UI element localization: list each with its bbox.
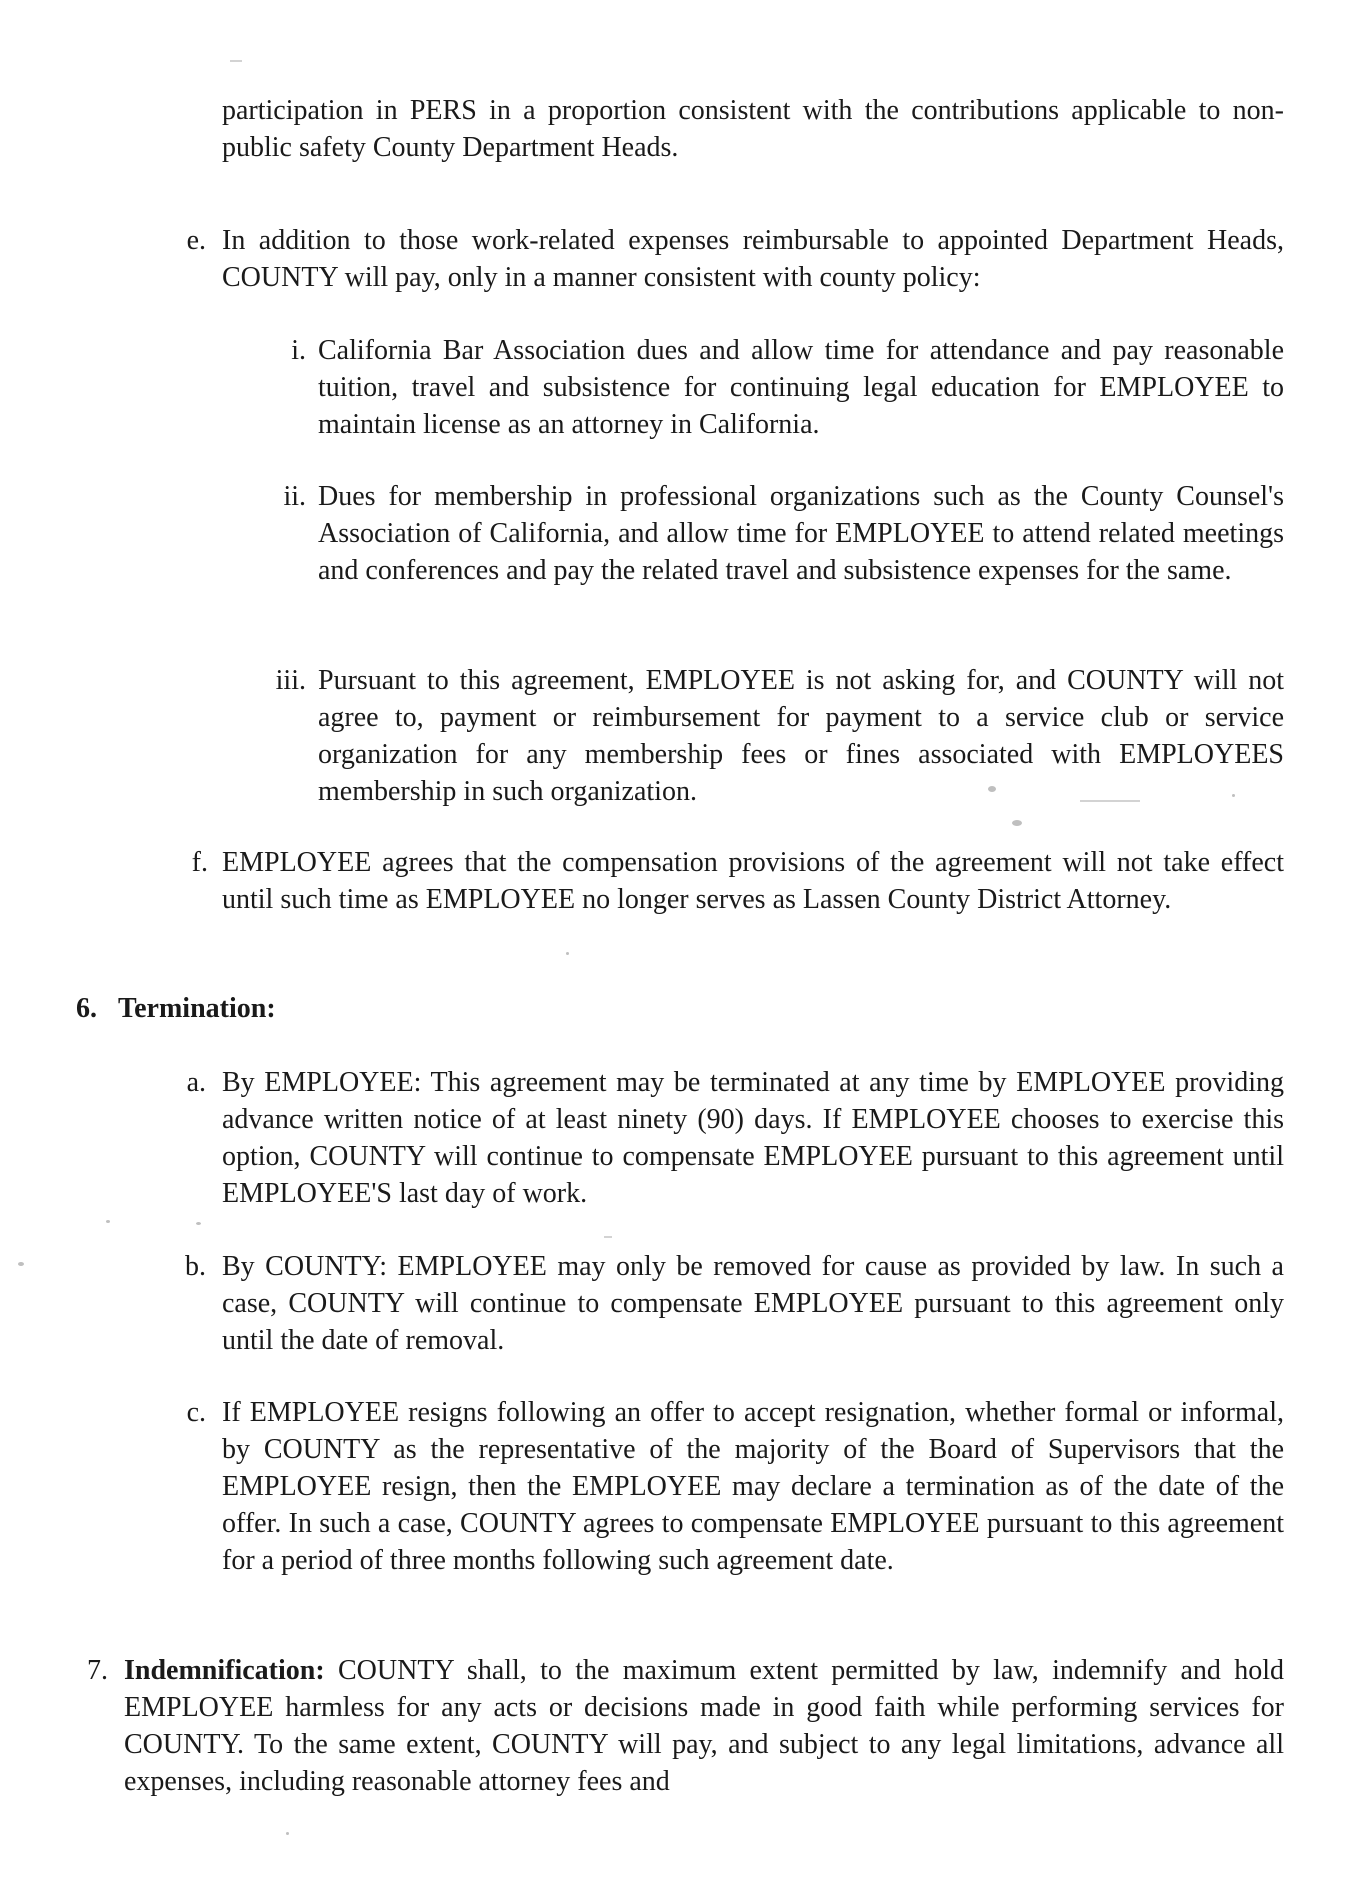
- item-e-sub-i-label: i.: [291, 335, 306, 366]
- scan-speck: [1232, 794, 1235, 797]
- continuation-paragraph: [222, 92, 1284, 166]
- item-f: [191, 844, 1284, 918]
- section-6-item-b: [185, 1248, 1284, 1359]
- scan-streak: [1080, 800, 1140, 802]
- section-6-item-a-label: a.: [186, 1067, 206, 1098]
- section-7-title: Indemnification:: [124, 1655, 325, 1686]
- item-e-sub-ii: [283, 478, 1284, 589]
- section-6-item-a-text: By EMPLOYEE: This agreement may be terminated at any time by EMPLOYEE providing advance written notice of at least ninety (90) days. If EMPLOYEE chooses to exercise this option, COUNTY will continue to compensate EMPLOYEE pursuant to this agreement until EMPLOYEE'S last day of work.: [222, 1067, 1284, 1209]
- scan-speck: [106, 1220, 110, 1223]
- item-e-text: In addition to those work-related expenses reimbursable to appointed Department Heads, COUNTY will pay, only in a manner consistent with county policy:: [222, 225, 1284, 293]
- section-6-number: 6.: [76, 993, 97, 1024]
- item-e-sub-ii-label: ii.: [283, 481, 306, 512]
- scan-mark: [230, 60, 242, 62]
- item-f-text: EMPLOYEE agrees that the compensation provisions of the agreement will not take effect until such time as EMPLOYEE no longer serves as Lassen County District Attorney.: [222, 847, 1284, 915]
- section-6-item-a: [186, 1064, 1284, 1212]
- section-7: [87, 1652, 1285, 1800]
- section-6-item-c-text: If EMPLOYEE resigns following an offer to accept resignation, whether formal or informal, by COUNTY as the representative of the majority of the Board of Supervisors that the EMPLOYEE resign, then the EMPLOYEE may declare a termination as of the date of the offer. In such a case, COUNTY agrees to compensate EMPLOYEE pursuant to this agreement for a period of three months following such agreement date.: [222, 1397, 1284, 1576]
- section-7-body: [124, 1652, 1284, 1800]
- continuation-text: participation in PERS in a proportion consistent with the contributions applicable to non- public safety County Department Heads.: [222, 95, 1284, 163]
- scan-speck: [1012, 820, 1022, 826]
- section-7-number: 7.: [87, 1655, 108, 1686]
- section-6-item-c: [186, 1394, 1284, 1579]
- section-6-title: Termination:: [118, 993, 276, 1024]
- item-f-label: f.: [191, 847, 208, 878]
- scan-speck: [18, 1262, 24, 1266]
- scan-mark: [604, 1236, 612, 1238]
- section-6-item-b-label: b.: [185, 1251, 206, 1282]
- scan-speck: [988, 786, 996, 792]
- item-e-sub-i-text: California Bar Association dues and allow time for attendance and pay reasonable tuition, travel and subsistence for continuing legal education for EMPLOYEE to maintain license as an attorney in California.: [318, 335, 1284, 440]
- item-e-sub-i: [291, 332, 1284, 443]
- item-e-sub-ii-text: Dues for membership in professional organizations such as the County Counsel's Association of California, and allow time for EMPLOYEE to attend related meetings and conferences and pay the related travel and subsistence expenses for the same.: [318, 481, 1284, 586]
- section-7-text: COUNTY shall, to the maximum extent permitted by law, indemnify and hold EMPLOYEE harmless for any acts or decisions made in good faith while performing services for COUNTY. To the same extent, COUNTY will pay, and subject to any legal limitations, advance all expenses, including reasonable attorney fees and: [124, 1655, 1285, 1797]
- item-e-sub-iii: [275, 662, 1284, 810]
- item-e-sub-iii-text: Pursuant to this agreement, EMPLOYEE is not asking for, and COUNTY will not agree to, payment or reimbursement for payment to a service club or service organization for any membership fees or fines associated with EMPLOYEES membership in such organization.: [318, 665, 1284, 807]
- section-6-item-b-text: By COUNTY: EMPLOYEE may only be removed for cause as provided by law. In such a case, COUNTY will continue to compensate EMPLOYEE pursuant to this agreement only until the date of removal.: [222, 1251, 1284, 1356]
- item-e-label: e.: [186, 225, 206, 256]
- scan-speck: [286, 1832, 289, 1835]
- section-6-heading: [76, 990, 276, 1027]
- item-e-sub-iii-label: iii.: [275, 665, 306, 696]
- section-6-item-c-label: c.: [186, 1397, 206, 1428]
- scan-speck: [196, 1222, 201, 1225]
- item-e: [186, 222, 1284, 296]
- scan-speck: [566, 952, 569, 955]
